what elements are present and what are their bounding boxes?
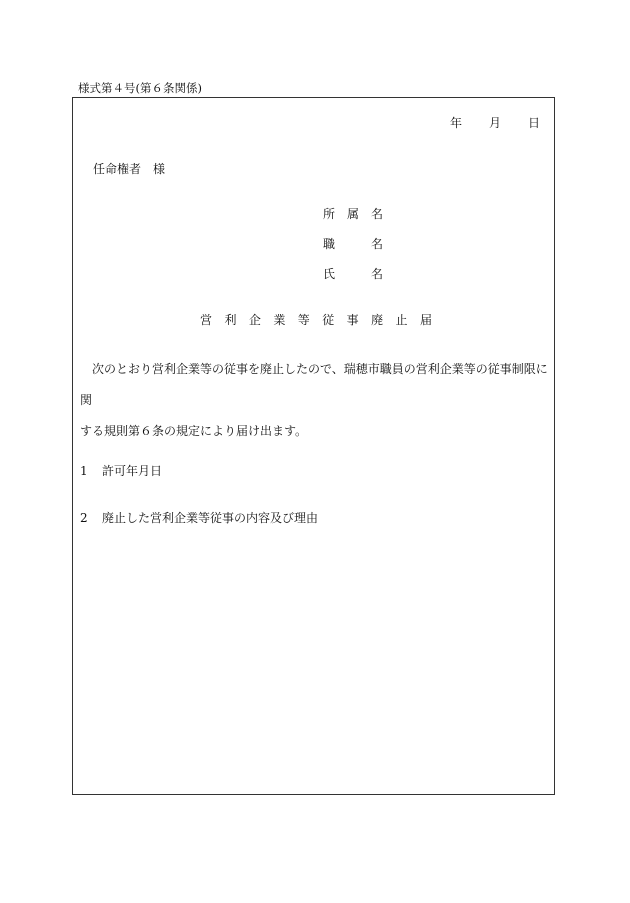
item-discontinuation-reason (80, 509, 318, 526)
applicant-fields (323, 205, 383, 295)
addressee: 任命権者 様 (93, 162, 166, 176)
body-line: する規則第６条の規定により届け出ます。 (80, 424, 308, 438)
date-line (450, 114, 540, 131)
field-char: 名 (370, 267, 383, 281)
field-char: 属 (346, 207, 359, 221)
body-line: 次のとおり営利企業等の従事を廃止したので、瑞穂市職員の営利企業等の従事制限に関 (80, 362, 548, 407)
field-char: 名 (370, 207, 383, 221)
title-char: 従 (322, 313, 335, 327)
title-char: 事 (346, 313, 359, 327)
field-affiliation (323, 205, 383, 235)
item-label: 許可年月日 (102, 464, 163, 478)
field-char: 所 (323, 207, 336, 221)
title-char: 止 (395, 313, 408, 327)
body-paragraph (80, 354, 550, 447)
title-char: 等 (297, 313, 310, 327)
date-year-label: 年 (450, 116, 463, 130)
title-char: 営 (200, 313, 213, 327)
field-char: 氏 (323, 267, 336, 281)
title-char: 廃 (371, 313, 384, 327)
date-month-label: 月 (488, 116, 501, 130)
item-label: 廃止した営利企業等従事の内容及び理由 (102, 511, 319, 525)
field-name (323, 265, 383, 295)
field-char: 名 (370, 237, 383, 251)
field-position (323, 235, 383, 265)
title-char: 企 (248, 313, 261, 327)
title-char: 届 (419, 313, 432, 327)
item-permission-date (80, 462, 162, 479)
document-title (200, 311, 432, 328)
title-char: 利 (224, 313, 237, 327)
item-number: 2 (80, 511, 88, 525)
date-day-label: 日 (527, 116, 540, 130)
field-char: 職 (323, 237, 336, 251)
title-char: 業 (273, 313, 286, 327)
form-number-label: 様式第４号(第６条関係) (78, 81, 202, 95)
item-number: 1 (80, 464, 88, 478)
